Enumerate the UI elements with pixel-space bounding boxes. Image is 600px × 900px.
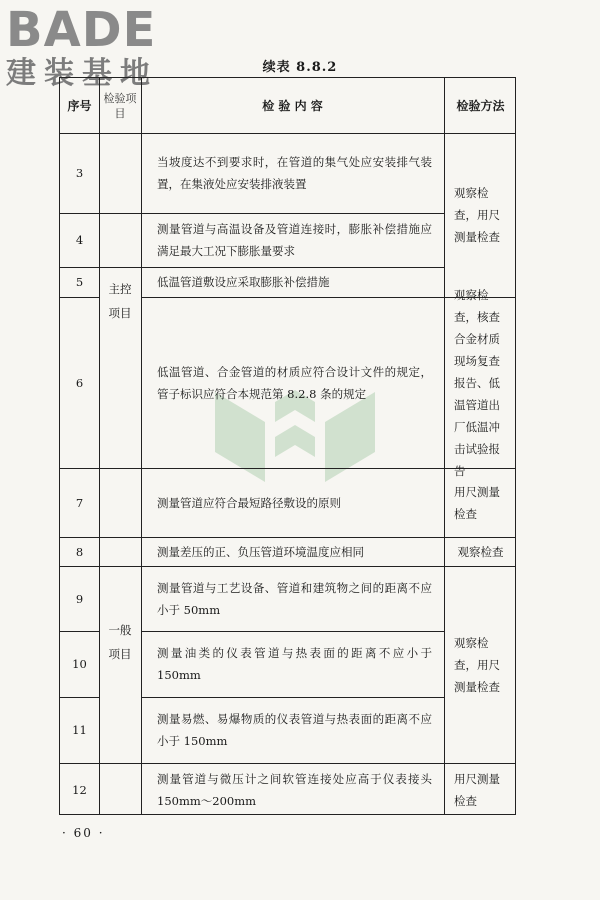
row-no: 3 [75, 166, 84, 180]
row-no: 5 [75, 275, 84, 289]
method-cell: 观察检查，用尺测量检查 [454, 635, 500, 694]
header-no: 序号 [67, 98, 92, 113]
group-main-control: 主控项目 [108, 281, 132, 320]
header-item: 检验项目 [103, 91, 137, 120]
group-general: 一般项目 [108, 623, 132, 661]
row-no: 4 [75, 233, 84, 247]
row-no: 12 [72, 782, 87, 797]
row-no: 7 [75, 495, 84, 510]
row-content: 测量易燃、易爆物质的仪表管道与热表面的距离不应小于 150mm [157, 712, 432, 748]
row-no: 11 [72, 723, 87, 737]
row-no: 9 [75, 591, 84, 606]
method-cell: 观察检查 [457, 544, 504, 559]
row-content: 测量管道与微压计之间软管连接处应高于仪表接头 150mm～200mm [157, 771, 432, 808]
row-content: 低温管道敷设应采取膨胀补偿措施 [157, 275, 330, 289]
logo-wordmark: BADE [6, 2, 157, 58]
method-cell: 用尺测量检查 [454, 484, 500, 521]
row-content: 低温管道、合金管道的材质应符合设计文件的规定，管子标识应符合本规范第 8.2.8 条的规定 [157, 364, 432, 401]
row-no: 6 [75, 375, 84, 390]
row-no: 8 [75, 544, 84, 559]
logo-subtitle: 建装基地 [6, 56, 158, 91]
table-caption: 续表 8.8.2 [262, 60, 338, 75]
page-number: · 60 · [62, 826, 105, 840]
header-content: 检 验 内 容 [262, 98, 323, 113]
method-cell: 观察检查，用尺测量检查 [454, 186, 500, 244]
row-content: 测量管道应符合最短路径敷设的原则 [157, 495, 341, 510]
row-content: 测量管道与高温设备及管道连接时，膨胀补偿措施应满足最大工况下膨胀量要求 [157, 222, 432, 258]
row-content: 当坡度达不到要求时，在管道的集气处应安装排气装置，在集液处应安装排液装置 [157, 155, 432, 191]
row-content: 测量油类的仪表管道与热表面的距离不应小于 150mm [157, 646, 432, 682]
method-cell: 用尺测量检查 [454, 771, 500, 808]
row-content: 测量管道与工艺设备、管道和建筑物之间的距离不应小于 50mm [157, 580, 432, 617]
inspection-table [59, 77, 516, 815]
header-method: 检验方法 [456, 98, 505, 113]
row-content: 测量差压的正、负压管道环境温度应相同 [157, 544, 364, 559]
method-cell: 观察检查，核查合金材质现场复查报告、低温管道出厂低温冲击试验报告 [454, 287, 500, 478]
row-no: 10 [72, 657, 87, 671]
